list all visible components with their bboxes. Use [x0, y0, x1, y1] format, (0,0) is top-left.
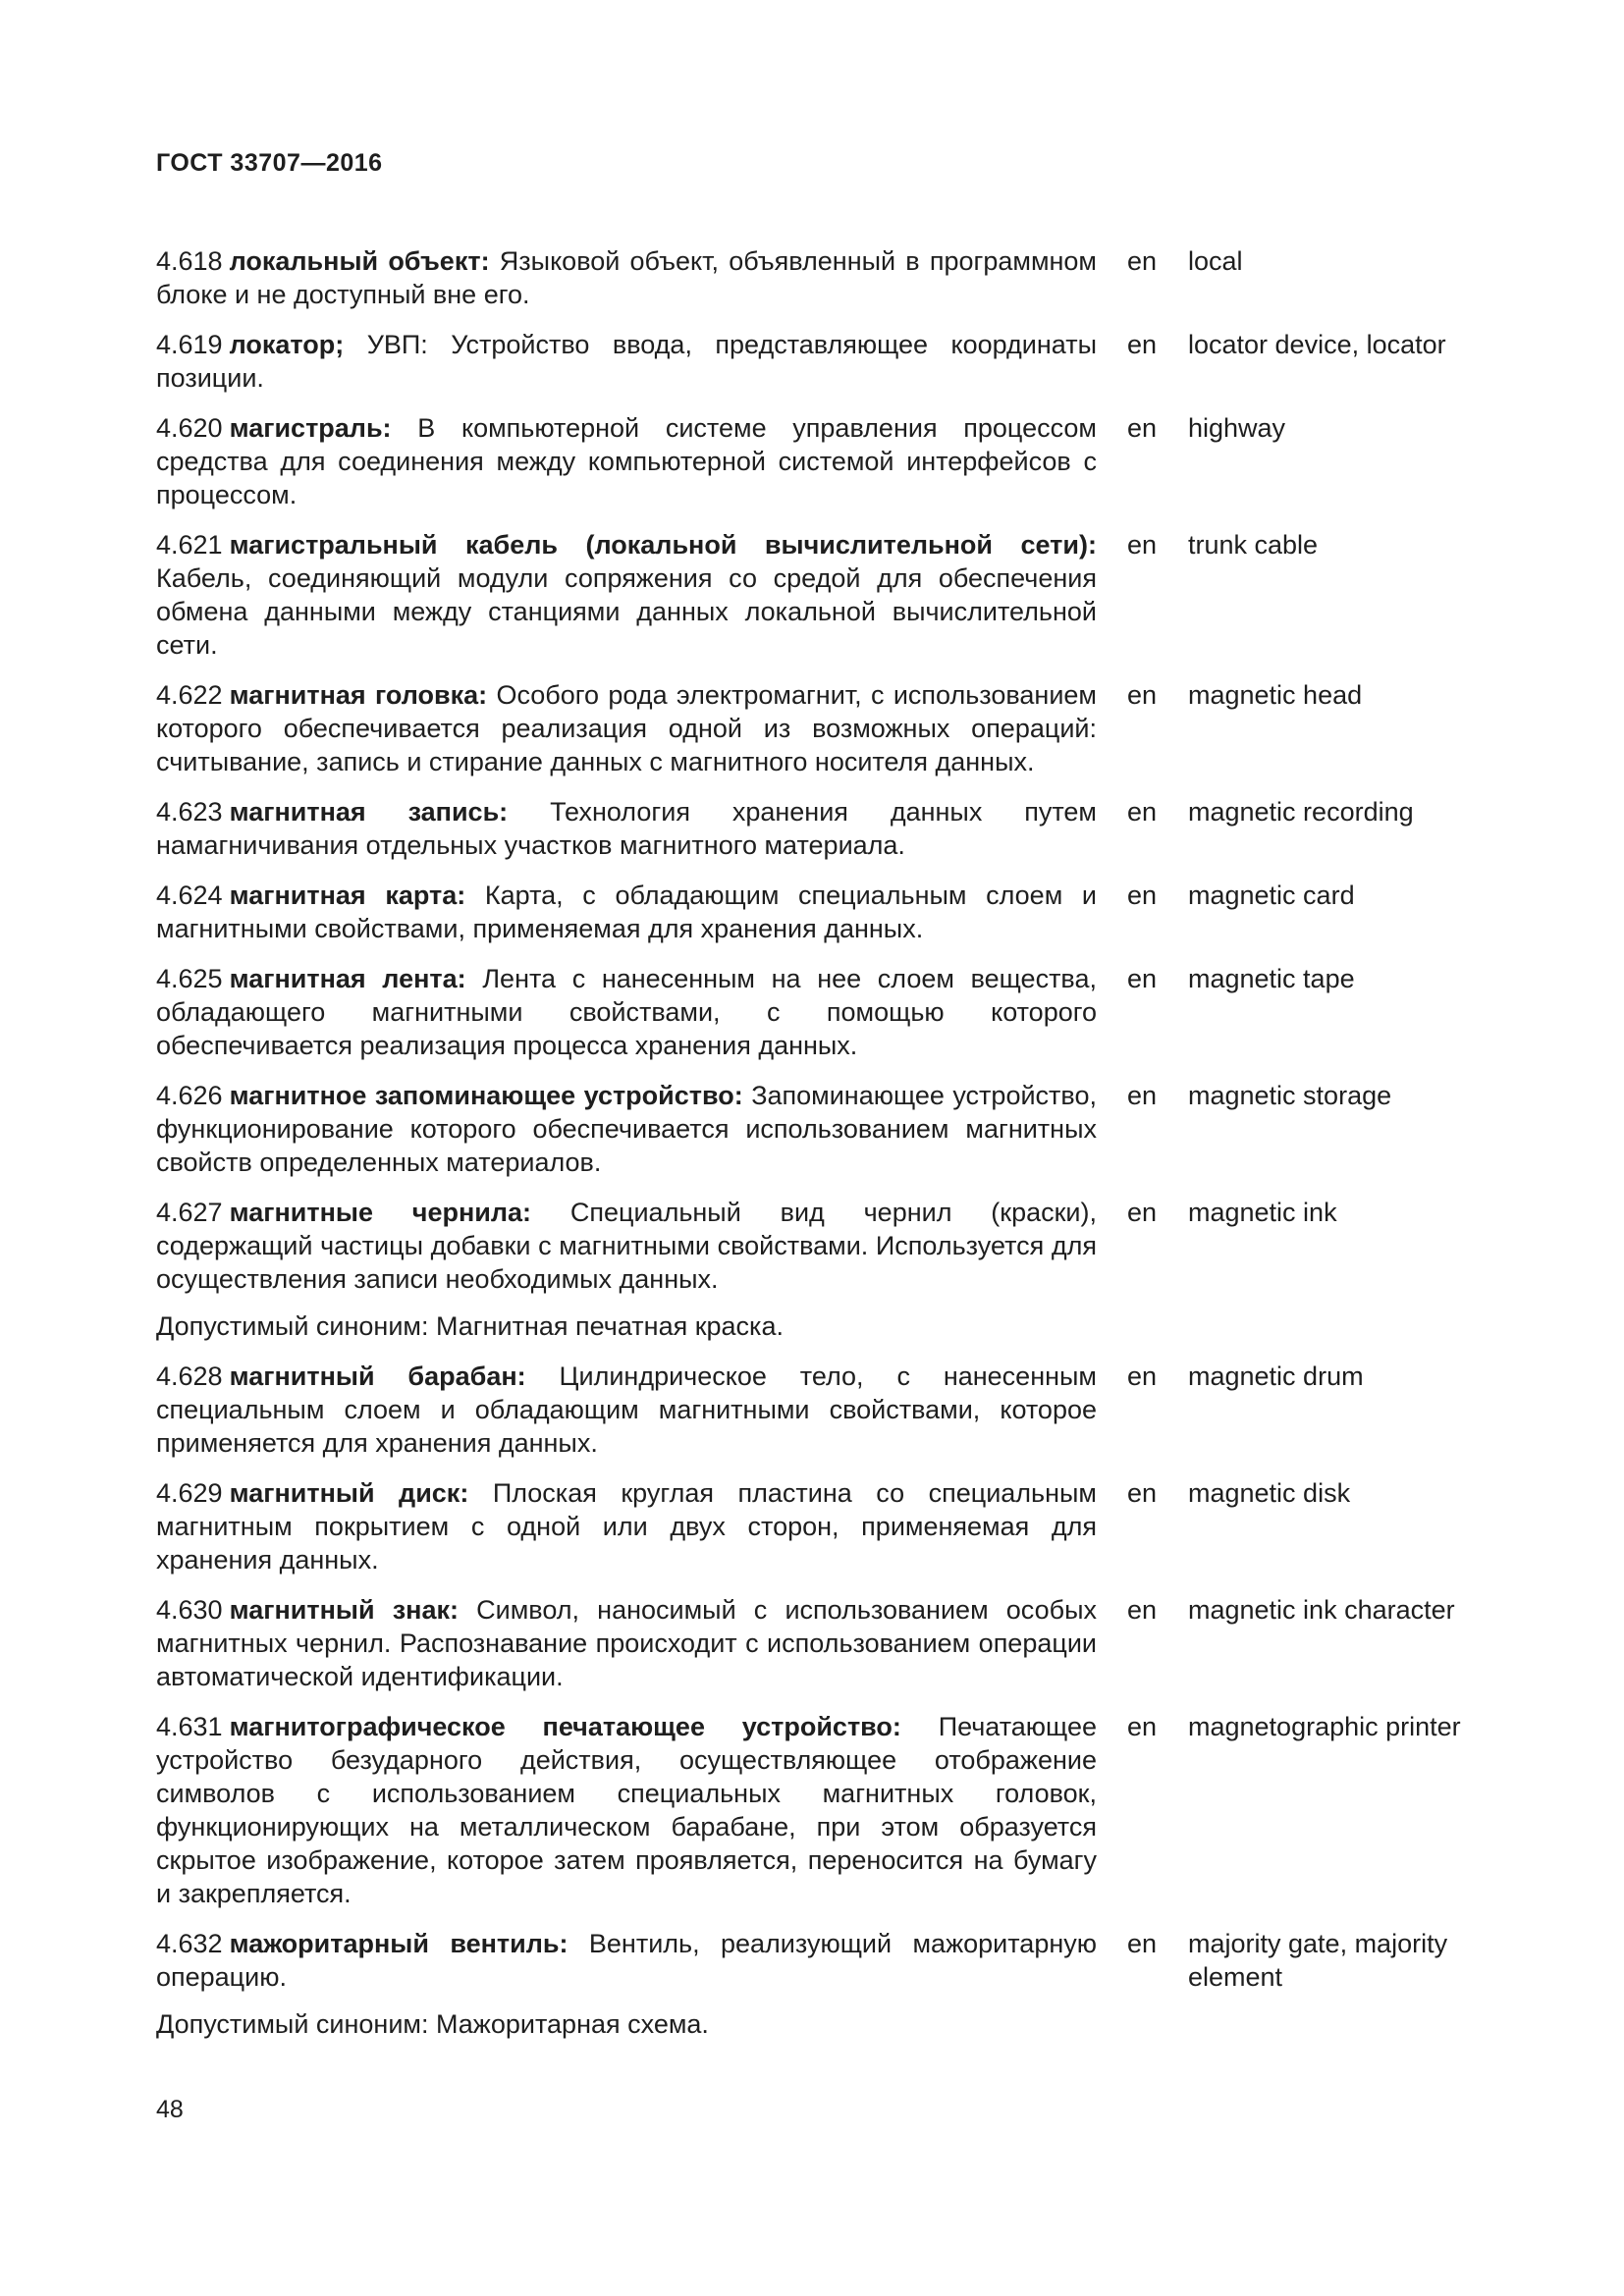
- term-language: en: [1127, 1929, 1158, 1958]
- term-number: 4.630: [156, 1595, 223, 1625]
- term-english: magnetic card: [1188, 881, 1355, 910]
- term-definition: Особого рода электромагнит, с использованием которого обеспечивается реализация одной из возможных операций: считывание, запись и стирание данных с магнитного носителя данных.: [156, 680, 1097, 776]
- term-english: magnetic disk: [1188, 1478, 1351, 1508]
- term-russian: [156, 328, 1097, 395]
- term-russian: [156, 244, 1097, 311]
- term-number: 4.624: [156, 881, 223, 910]
- term-definition: Технология хранения данных путем намагничивания отдельных участков магнитного материала.: [156, 797, 1097, 860]
- term-number: 4.625: [156, 964, 223, 993]
- term-number: 4.620: [156, 413, 223, 443]
- term-russian: [156, 1476, 1097, 1576]
- term-language: en: [1127, 413, 1158, 443]
- term-english: magnetic ink: [1188, 1198, 1337, 1227]
- term-language: en: [1127, 330, 1158, 359]
- term-english: magnetic recording: [1188, 797, 1414, 827]
- terms-list: [156, 244, 1491, 2057]
- term-language: en: [1127, 1712, 1158, 1741]
- term-number: 4.618: [156, 246, 223, 276]
- term-definition: Символ, наносимый с использованием особых магнитных чернил. Распознавание происходит с использованием операции автоматической идентификации.: [156, 1595, 1097, 1691]
- page-header: ГОСТ 33707—2016: [156, 149, 383, 177]
- term-language: en: [1127, 1362, 1158, 1391]
- term-definition: Специальный вид чернил (краски), содержащий частицы добавки с магнитными свойствами. Используется для осуществления записи необходимых данных.: [156, 1198, 1097, 1294]
- term-english: magnetic drum: [1188, 1362, 1364, 1391]
- term-number: 4.621: [156, 530, 223, 560]
- term-language: en: [1127, 881, 1158, 910]
- term-number: 4.632: [156, 1929, 223, 1958]
- term-russian: [156, 795, 1097, 862]
- term-definition: Запоминающее устройство, функционирование которого обеспечивается использованием магнитных свойств определенных материалов.: [156, 1081, 1097, 1177]
- term-russian: [156, 678, 1097, 778]
- term-name: магнитные чернила:: [229, 1198, 532, 1227]
- term-definition: Цилиндрическое тело, с нанесенным специальным слоем и обладающим магнитными свойствами, которое применяется для хранения данных.: [156, 1362, 1097, 1458]
- term-russian: [156, 1710, 1097, 1910]
- term-language: en: [1127, 1478, 1158, 1508]
- term-language: en: [1127, 1081, 1158, 1110]
- term-definition: Карта, с обладающим специальным слоем и магнитными свойствами, применяемая для хранения данных.: [156, 881, 1097, 943]
- term-text: [156, 411, 1097, 511]
- term-name: магнитное запоминающее устройство:: [229, 1081, 743, 1110]
- term-definition: Лента с нанесенным на нее слоем вещества, обладающего магнитными свойствами, с помощью которого обеспечивается реализация процесса хранения данных.: [156, 964, 1097, 1060]
- term-language: en: [1127, 1198, 1158, 1227]
- term-entry: [156, 411, 1491, 511]
- term-russian: [156, 1079, 1097, 1179]
- term-language: en: [1127, 246, 1158, 276]
- term-definition: Кабель, соединяющий модули сопряжения со средой для обеспечения обмена данными между станциями данных локальной вычислительной сети.: [156, 563, 1097, 660]
- term-text: [156, 328, 1097, 395]
- term-language: en: [1127, 797, 1158, 827]
- term-english: locator device, locator: [1188, 330, 1446, 359]
- term-text: [156, 1196, 1097, 1296]
- term-russian: [156, 1360, 1097, 1460]
- term-russian: [156, 528, 1097, 662]
- term-number: 4.619: [156, 330, 223, 359]
- term-synonym: Допустимый синоним: Мажоритарная схема.: [156, 2009, 709, 2039]
- term-entry: [156, 678, 1491, 778]
- term-text: [156, 1360, 1097, 1460]
- term-entry: [156, 1476, 1491, 1576]
- term-english: magnetographic printer: [1188, 1712, 1461, 1741]
- term-synonym: Допустимый синоним: Магнитная печатная краска.: [156, 1311, 784, 1341]
- term-name: магнитная запись:: [229, 797, 509, 827]
- term-number: 4.627: [156, 1198, 223, 1227]
- term-russian: [156, 962, 1097, 1062]
- term-name: локальный объект:: [229, 246, 490, 276]
- term-entry: [156, 1593, 1491, 1693]
- term-name: магнитная карта:: [229, 881, 466, 910]
- term-english: majority gate, majority element: [1188, 1929, 1448, 1992]
- term-entry: [156, 1710, 1491, 1910]
- term-text: [156, 962, 1097, 1062]
- term-entry: [156, 1196, 1491, 1343]
- term-russian: [156, 411, 1097, 511]
- term-entry: [156, 528, 1491, 662]
- term-english: magnetic tape: [1188, 964, 1355, 993]
- term-english: trunk cable: [1188, 530, 1319, 560]
- term-language: en: [1127, 530, 1158, 560]
- term-name: магнитографическое печатающее устройство:: [229, 1712, 901, 1741]
- term-definition: Языковой объект, объявленный в программном блоке и не доступный вне его.: [156, 246, 1097, 309]
- term-entry: [156, 1360, 1491, 1460]
- term-russian: [156, 1196, 1097, 1343]
- term-name: магнитный барабан:: [229, 1362, 526, 1391]
- term-text: [156, 528, 1097, 662]
- term-name: магнитный знак:: [229, 1595, 459, 1625]
- term-name: магнитная головка:: [229, 680, 488, 710]
- term-entry: [156, 1927, 1491, 2041]
- page-number: 48: [156, 2096, 184, 2123]
- term-entry: [156, 962, 1491, 1062]
- term-number: 4.629: [156, 1478, 223, 1508]
- term-text: [156, 1927, 1097, 1994]
- term-entry: [156, 244, 1491, 311]
- term-number: 4.623: [156, 797, 223, 827]
- term-definition: В компьютерной системе управления процессом средства для соединения между компьютерной системой интерфейсов с процессом.: [156, 413, 1097, 509]
- term-name: локатор;: [229, 330, 345, 359]
- term-definition: Печатающее устройство безударного действия, осуществляющее отображение символов с использованием специальных магнитных головок, функционирующих на металлическом барабане, при этом образуется скрытое изображение, которое затем проявляется, переносится на бумагу и закрепляется.: [156, 1712, 1097, 1908]
- term-english: magnetic head: [1188, 680, 1363, 710]
- term-text: [156, 1476, 1097, 1576]
- term-russian: [156, 879, 1097, 945]
- term-number: 4.631: [156, 1712, 223, 1741]
- term-number: 4.626: [156, 1081, 223, 1110]
- term-number: 4.622: [156, 680, 223, 710]
- term-number: 4.628: [156, 1362, 223, 1391]
- term-english: magnetic storage: [1188, 1081, 1392, 1110]
- term-definition: УВП: Устройство ввода, представляющее координаты позиции.: [156, 330, 1097, 393]
- term-name: магнитная лента:: [229, 964, 466, 993]
- term-english: magnetic ink character: [1188, 1595, 1455, 1625]
- term-russian: [156, 1927, 1097, 2041]
- term-name: мажоритарный вентиль:: [229, 1929, 568, 1958]
- term-text: [156, 1079, 1097, 1179]
- term-text: [156, 1593, 1097, 1693]
- term-entry: [156, 1079, 1491, 1179]
- term-definition: Вентиль, реализующий мажоритарную операцию.: [156, 1929, 1098, 1992]
- term-text: [156, 1710, 1097, 1910]
- term-english: local: [1188, 246, 1243, 276]
- term-entry: [156, 795, 1491, 862]
- term-text: [156, 795, 1097, 862]
- term-text: [156, 678, 1097, 778]
- term-russian: [156, 1593, 1097, 1693]
- term-name: магистральный кабель (локальной вычислительной сети):: [229, 530, 1097, 560]
- term-entry: [156, 879, 1491, 945]
- term-definition: Плоская круглая пластина со специальным магнитным покрытием с одной или двух сторон, применяемая для хранения данных.: [156, 1478, 1097, 1575]
- term-entry: [156, 328, 1491, 395]
- term-english: highway: [1188, 413, 1286, 443]
- term-name: магнитный диск:: [229, 1478, 469, 1508]
- term-text: [156, 879, 1097, 945]
- term-name: магистраль:: [229, 413, 392, 443]
- term-text: [156, 244, 1097, 311]
- term-language: en: [1127, 964, 1158, 993]
- term-language: en: [1127, 1595, 1158, 1625]
- term-language: en: [1127, 680, 1158, 710]
